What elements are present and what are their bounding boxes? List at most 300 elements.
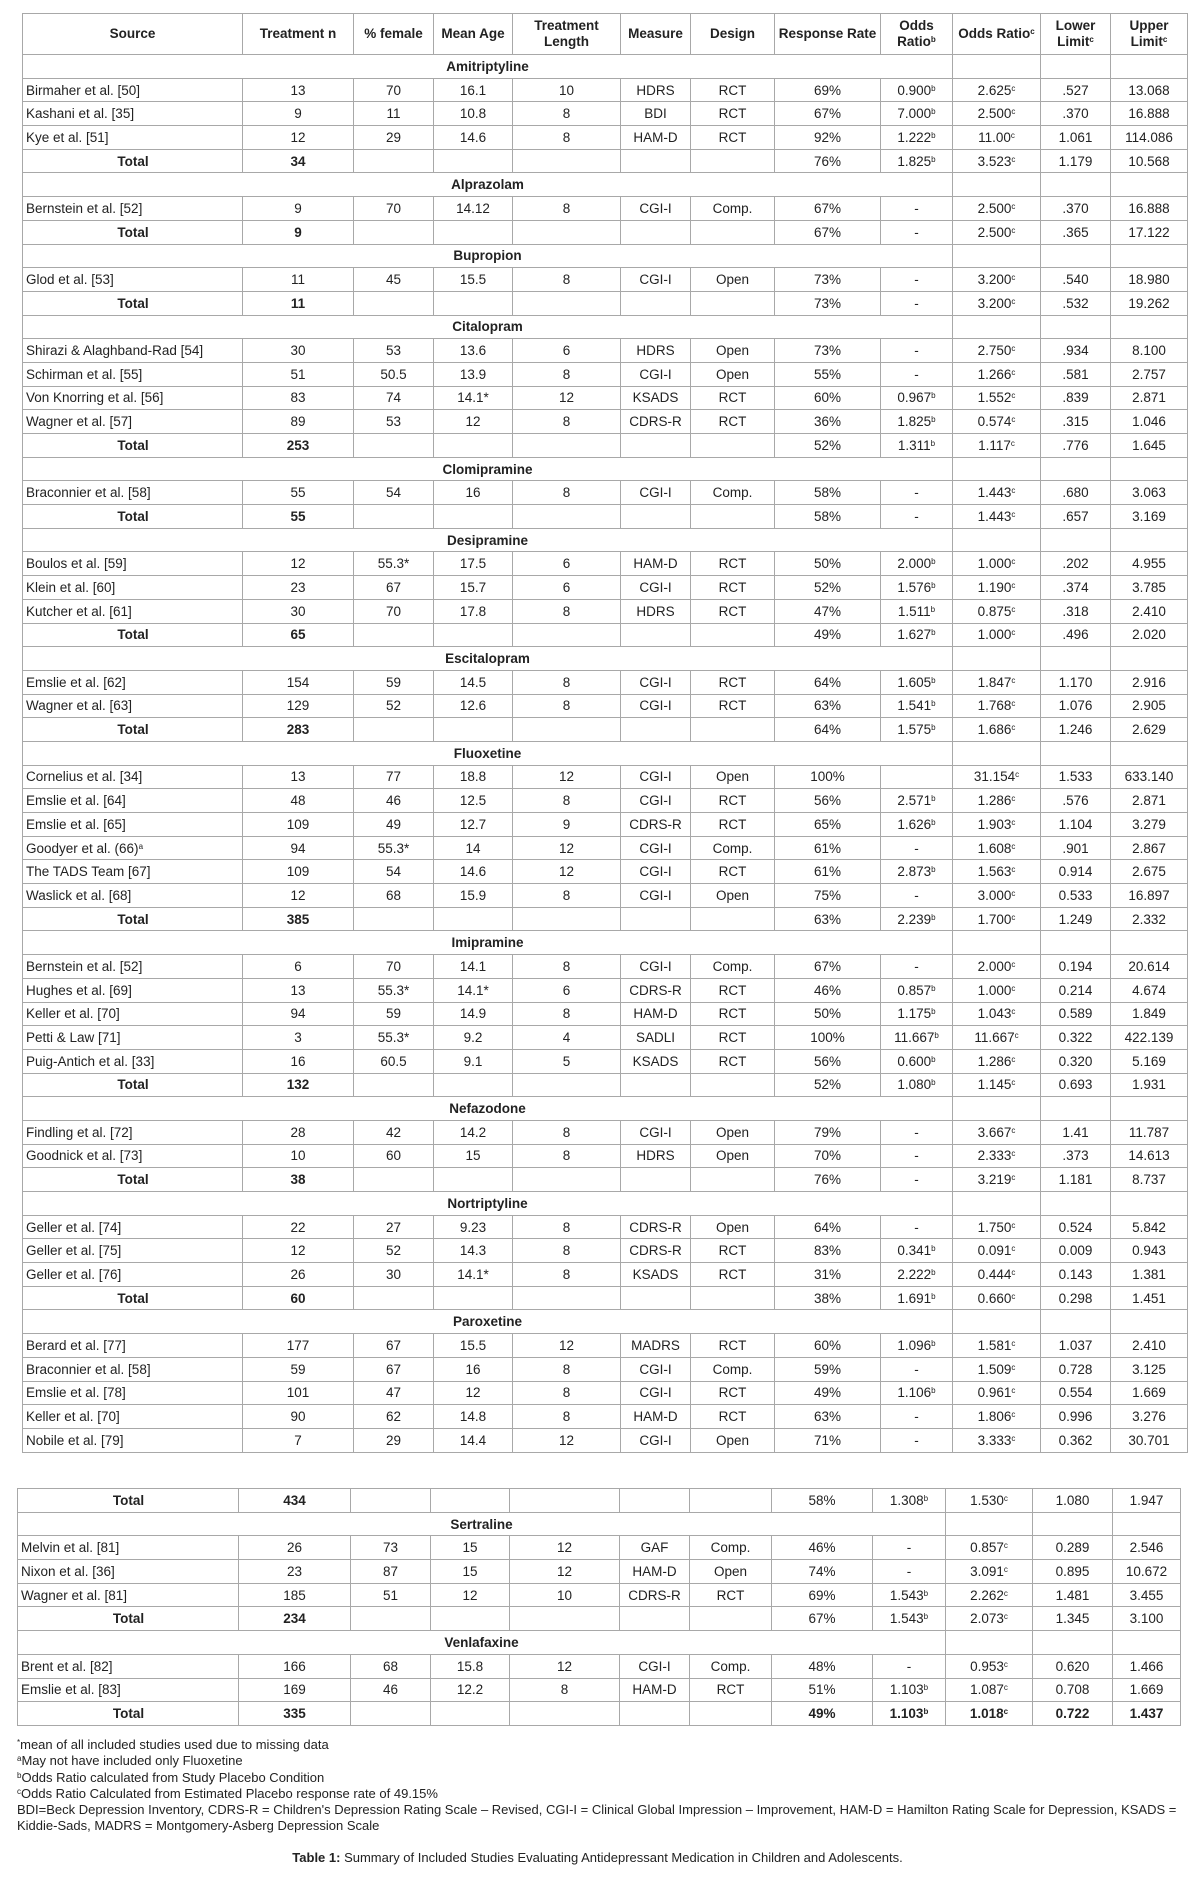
footnote-c-marker: c bbox=[1011, 509, 1016, 519]
cell-value: Nixon et al. [36] bbox=[21, 1563, 115, 1579]
total-row bbox=[23, 149, 1188, 173]
cell-value: 1.000 bbox=[977, 627, 1012, 643]
cell-value: RCT bbox=[716, 1682, 745, 1698]
design-cell bbox=[691, 860, 775, 884]
cell-value: 15 bbox=[465, 1148, 481, 1164]
upper-limit-cell bbox=[1113, 1702, 1181, 1726]
cell-value: CGI-I bbox=[639, 579, 672, 595]
source-cell bbox=[23, 505, 243, 529]
response-rate-cell bbox=[775, 1428, 881, 1452]
response-rate-cell bbox=[775, 362, 881, 386]
measure-cell bbox=[621, 1239, 691, 1263]
cell-value: 0.914 bbox=[1058, 864, 1093, 880]
response-rate-cell bbox=[775, 789, 881, 813]
cell-value: 12 bbox=[558, 390, 575, 406]
percent-female-cell bbox=[354, 1002, 434, 1026]
odds-ratio-b-cell bbox=[881, 362, 953, 386]
odds-ratio-c-cell bbox=[946, 1489, 1033, 1513]
cell-value: 12 bbox=[556, 1540, 573, 1556]
cell-value: 59 bbox=[290, 1361, 306, 1377]
cell-value: 54 bbox=[385, 864, 402, 880]
cell-value: 62 bbox=[385, 1409, 402, 1425]
cell-value: 1.533 bbox=[1058, 769, 1093, 785]
study-row bbox=[23, 978, 1188, 1002]
design-cell bbox=[691, 78, 775, 102]
footnote-b-marker: b bbox=[923, 1588, 929, 1598]
cell-value: - bbox=[914, 1219, 919, 1235]
empty-cell bbox=[1111, 244, 1188, 268]
lower-limit-cell bbox=[1041, 765, 1111, 789]
measure-cell bbox=[621, 1405, 691, 1429]
empty-cell bbox=[1041, 55, 1111, 79]
lower-limit-cell bbox=[1041, 670, 1111, 694]
cell-value: RCT bbox=[718, 674, 747, 690]
cell-value: 15.5 bbox=[459, 272, 487, 288]
cell-value: 185 bbox=[283, 1587, 306, 1603]
cell-value: RCT bbox=[718, 556, 747, 572]
measure-cell bbox=[621, 1120, 691, 1144]
cell-value: 46% bbox=[808, 1540, 836, 1556]
group-name: Fluoxetine bbox=[23, 741, 953, 765]
cell-value: 2.500 bbox=[977, 200, 1012, 216]
group-name: Imipramine bbox=[23, 931, 953, 955]
cell-value: HAM-D bbox=[632, 1682, 677, 1698]
odds-ratio-b-cell bbox=[881, 291, 953, 315]
mean-age-cell bbox=[434, 884, 513, 908]
footnote-c-marker: c bbox=[1011, 841, 1016, 851]
design-cell bbox=[690, 1678, 772, 1702]
cell-value: 55% bbox=[813, 366, 842, 382]
cell-value: 87 bbox=[382, 1563, 399, 1579]
cell-value: 8 bbox=[562, 1361, 571, 1377]
cell-value: 65 bbox=[290, 627, 306, 643]
cell-value: 0.722 bbox=[1055, 1706, 1090, 1722]
cell-value: - bbox=[906, 1658, 912, 1674]
odds-ratio-b-cell bbox=[873, 1560, 946, 1584]
cell-value: 11.667 bbox=[894, 1030, 935, 1046]
cell-value: 52% bbox=[813, 437, 842, 453]
group-name: Escitalopram bbox=[23, 647, 953, 671]
cell-value: Total bbox=[117, 722, 149, 738]
cell-value: 70 bbox=[385, 82, 402, 98]
cell-value: 49% bbox=[808, 1706, 836, 1722]
cell-value: 46 bbox=[382, 1682, 399, 1698]
cell-value: 335 bbox=[283, 1706, 306, 1722]
cell-value: .934 bbox=[1062, 343, 1089, 359]
response-rate-cell bbox=[775, 1334, 881, 1358]
cell-value: 1.806 bbox=[977, 1409, 1012, 1425]
design-cell bbox=[691, 978, 775, 1002]
design-cell bbox=[691, 884, 775, 908]
cell-value: 92% bbox=[813, 129, 842, 145]
cell-value: 15.7 bbox=[459, 579, 487, 595]
cell-value: 1.543 bbox=[889, 1587, 924, 1603]
mean-age-cell bbox=[434, 78, 513, 102]
footnote-c-marker: c bbox=[1011, 391, 1016, 401]
cell-value: 13.068 bbox=[1128, 82, 1170, 98]
cell-value: 0.708 bbox=[1055, 1682, 1090, 1698]
cell-value: 15.8 bbox=[456, 1658, 484, 1674]
percent-female-cell bbox=[354, 1120, 434, 1144]
odds-ratio-c-cell bbox=[953, 1002, 1041, 1026]
source-cell bbox=[23, 860, 243, 884]
percent-female-cell bbox=[354, 1215, 434, 1239]
percent-female-cell bbox=[354, 149, 434, 173]
upper-limit-cell bbox=[1111, 1073, 1188, 1097]
lower-limit-cell bbox=[1033, 1702, 1113, 1726]
footnote-b-marker: b bbox=[931, 723, 936, 733]
treatment-n-cell bbox=[243, 1026, 354, 1050]
mean-age-cell bbox=[431, 1678, 510, 1702]
cell-value: 132 bbox=[286, 1077, 310, 1093]
cell-value: 9 bbox=[294, 200, 302, 216]
design-cell bbox=[691, 481, 775, 505]
cell-value: - bbox=[914, 295, 919, 311]
cell-value: 0.362 bbox=[1058, 1432, 1093, 1448]
cell-value: 14.1* bbox=[457, 390, 489, 406]
cell-value: - bbox=[914, 1124, 919, 1140]
group-row bbox=[23, 1310, 1188, 1334]
treatment-n-cell bbox=[243, 505, 354, 529]
group-name: Desipramine bbox=[23, 528, 953, 552]
source-cell bbox=[23, 102, 243, 126]
cell-value: 20.614 bbox=[1128, 958, 1170, 974]
cell-value: Brent et al. [82] bbox=[21, 1658, 113, 1674]
cell-value: 0.533 bbox=[1058, 887, 1093, 903]
measure-cell bbox=[620, 1607, 690, 1631]
cell-value: 70 bbox=[385, 958, 402, 974]
header-label: Measure bbox=[628, 26, 683, 41]
study-row bbox=[23, 670, 1188, 694]
footnote-b-marker: b bbox=[931, 154, 936, 164]
measure-cell bbox=[621, 576, 691, 600]
cell-value: CDRS-R bbox=[629, 816, 682, 832]
design-cell bbox=[691, 1168, 775, 1192]
cell-value: 0.341 bbox=[897, 1243, 932, 1259]
cell-value: 2.871 bbox=[1132, 390, 1166, 406]
cell-value: 64% bbox=[813, 1219, 842, 1235]
cell-value: 11 bbox=[290, 295, 306, 311]
cell-value: CDRS-R bbox=[629, 414, 682, 430]
mean-age-cell bbox=[434, 1381, 513, 1405]
group-name: Bupropion bbox=[23, 244, 953, 268]
cell-value: 166 bbox=[283, 1658, 306, 1674]
cell-value: 8 bbox=[562, 1266, 571, 1282]
cell-value: 30 bbox=[385, 1266, 402, 1282]
percent-female-cell bbox=[354, 268, 434, 292]
source-cell bbox=[23, 149, 243, 173]
source-cell bbox=[18, 1536, 239, 1560]
cell-value: 1.931 bbox=[1132, 1077, 1166, 1093]
cell-value: 109 bbox=[286, 816, 310, 832]
cell-value: 1.686 bbox=[977, 722, 1012, 738]
cell-value: 65% bbox=[813, 816, 842, 832]
upper-limit-cell bbox=[1111, 1428, 1188, 1452]
upper-limit-cell bbox=[1111, 860, 1188, 884]
cell-value: .532 bbox=[1062, 295, 1089, 311]
cell-value: 70 bbox=[385, 603, 402, 619]
cell-value: 1.061 bbox=[1058, 129, 1093, 145]
response-rate-cell bbox=[775, 102, 881, 126]
cell-value: 8 bbox=[562, 887, 571, 903]
design-cell bbox=[691, 1381, 775, 1405]
measure-cell bbox=[621, 220, 691, 244]
odds-ratio-b-cell bbox=[881, 102, 953, 126]
lower-limit-cell bbox=[1041, 102, 1111, 126]
footnote-c-marker: c bbox=[1011, 628, 1016, 638]
lower-limit-cell bbox=[1041, 268, 1111, 292]
cell-value: 63% bbox=[813, 1409, 842, 1425]
design-cell bbox=[691, 291, 775, 315]
cell-value: 15.5 bbox=[459, 1337, 487, 1353]
cell-value: 2.410 bbox=[1132, 1337, 1166, 1353]
treatment-n-cell bbox=[243, 1334, 354, 1358]
cell-value: RCT bbox=[718, 1030, 747, 1046]
lower-limit-cell bbox=[1041, 813, 1111, 837]
cell-value: 3.125 bbox=[1132, 1361, 1166, 1377]
upper-limit-cell bbox=[1111, 623, 1188, 647]
response-rate-cell bbox=[775, 694, 881, 718]
upper-limit-cell bbox=[1113, 1654, 1181, 1678]
footnote-b-marker: b bbox=[931, 817, 936, 827]
cell-value: 8.100 bbox=[1132, 343, 1166, 359]
percent-female-cell bbox=[354, 1073, 434, 1097]
cell-value: RCT bbox=[718, 698, 747, 714]
odds-ratio-b-cell bbox=[881, 78, 953, 102]
cell-value: 38 bbox=[290, 1172, 306, 1188]
cell-value: 16.888 bbox=[1128, 200, 1170, 216]
mean-age-cell bbox=[434, 268, 513, 292]
cell-value: 12 bbox=[290, 887, 306, 903]
footnote-c-marker: c bbox=[1011, 1362, 1016, 1372]
measure-cell bbox=[620, 1536, 690, 1560]
design-cell bbox=[691, 102, 775, 126]
lower-limit-cell bbox=[1041, 1239, 1111, 1263]
cell-value: 54 bbox=[385, 485, 402, 501]
response-rate-cell bbox=[775, 126, 881, 150]
measure-cell bbox=[621, 813, 691, 837]
cell-value: 0.143 bbox=[1058, 1266, 1093, 1282]
cell-value: 1.179 bbox=[1058, 153, 1093, 169]
cell-value: Glod et al. [53] bbox=[26, 272, 114, 288]
total-row bbox=[23, 1168, 1188, 1192]
cell-value: 1.847 bbox=[977, 674, 1012, 690]
study-row bbox=[23, 386, 1188, 410]
footnote-c-marker: c bbox=[1011, 912, 1016, 922]
footnote-b-marker: b bbox=[931, 699, 936, 709]
percent-female-cell bbox=[354, 1381, 434, 1405]
cell-value: 63% bbox=[813, 698, 842, 714]
empty-cell bbox=[1111, 55, 1188, 79]
upper-limit-cell bbox=[1111, 1049, 1188, 1073]
percent-female-cell bbox=[351, 1678, 431, 1702]
cell-value: 11.667 bbox=[974, 1030, 1015, 1046]
upper-limit-cell bbox=[1113, 1536, 1181, 1560]
cell-value: 48% bbox=[808, 1658, 836, 1674]
cell-value: 129 bbox=[286, 698, 310, 714]
cell-value: - bbox=[914, 1172, 919, 1188]
cell-value: 49 bbox=[385, 816, 402, 832]
percent-female-cell bbox=[354, 599, 434, 623]
percent-female-cell bbox=[351, 1489, 431, 1513]
upper-limit-cell bbox=[1111, 1144, 1188, 1168]
footnote-c-marker: c bbox=[1011, 699, 1016, 709]
cell-value: 3.276 bbox=[1132, 1409, 1166, 1425]
upper-limit-cell bbox=[1111, 1405, 1188, 1429]
cell-value: 4.674 bbox=[1132, 982, 1166, 998]
response-rate-cell bbox=[775, 1120, 881, 1144]
treatment-length-cell bbox=[513, 978, 621, 1002]
header-label: Treatment n bbox=[259, 26, 337, 41]
percent-female-cell bbox=[351, 1607, 431, 1631]
measure-cell bbox=[621, 78, 691, 102]
odds-ratio-c-cell bbox=[953, 670, 1041, 694]
cell-value: Geller et al. [75] bbox=[26, 1243, 122, 1259]
design-cell bbox=[691, 1334, 775, 1358]
cell-value: 26 bbox=[290, 1266, 306, 1282]
odds-ratio-c-cell bbox=[953, 1120, 1041, 1144]
cell-value: 17.8 bbox=[459, 603, 487, 619]
cell-value: .540 bbox=[1062, 272, 1089, 288]
cell-value: RCT bbox=[718, 579, 747, 595]
cell-value: 1.080 bbox=[1055, 1492, 1090, 1508]
group-name: Amitriptyline bbox=[23, 55, 953, 79]
treatment-length-cell bbox=[513, 1428, 621, 1452]
upper-limit-cell bbox=[1111, 907, 1188, 931]
odds-ratio-b-cell bbox=[881, 623, 953, 647]
treatment-n-cell bbox=[243, 78, 354, 102]
group-name: Alprazolam bbox=[23, 173, 953, 197]
mean-age-cell bbox=[434, 1002, 513, 1026]
mean-age-cell bbox=[434, 1263, 513, 1287]
source-cell bbox=[23, 955, 243, 979]
cell-value: 0.589 bbox=[1058, 1006, 1093, 1022]
cell-value: 8.737 bbox=[1132, 1172, 1166, 1188]
cell-value: 3.333 bbox=[977, 1432, 1012, 1448]
cell-value: CGI-I bbox=[639, 272, 672, 288]
cell-value: Hughes et al. [69] bbox=[26, 982, 132, 998]
percent-female-cell bbox=[354, 1405, 434, 1429]
cell-value: Open bbox=[715, 366, 750, 382]
cell-value: 63% bbox=[813, 911, 842, 927]
cell-value: 12 bbox=[462, 1587, 478, 1603]
cell-value: 0.289 bbox=[1055, 1540, 1090, 1556]
empty-cell bbox=[946, 1631, 1033, 1655]
cell-value: Emslie et al. [78] bbox=[26, 1385, 126, 1401]
design-cell bbox=[690, 1536, 772, 1560]
study-row bbox=[23, 884, 1188, 908]
mean-age-cell bbox=[434, 1049, 513, 1073]
measure-cell bbox=[621, 1286, 691, 1310]
measure-cell bbox=[621, 694, 691, 718]
cell-value: 8 bbox=[562, 1124, 571, 1140]
cell-value: 4 bbox=[562, 1030, 571, 1046]
lower-limit-cell bbox=[1041, 1381, 1111, 1405]
cell-value: - bbox=[914, 343, 919, 359]
treatment-n-cell bbox=[243, 434, 354, 458]
odds-ratio-b-cell bbox=[881, 1002, 953, 1026]
odds-ratio-b-cell bbox=[881, 1239, 953, 1263]
odds-ratio-c-cell bbox=[953, 623, 1041, 647]
cell-value: CGI-I bbox=[639, 1361, 672, 1377]
treatment-length-cell bbox=[513, 149, 621, 173]
lower-limit-cell bbox=[1041, 291, 1111, 315]
measure-cell bbox=[621, 978, 691, 1002]
table-header-row bbox=[23, 14, 1188, 55]
cell-value: 154 bbox=[286, 674, 310, 690]
cell-value: 6 bbox=[562, 982, 571, 998]
odds-ratio-b-cell bbox=[881, 1357, 953, 1381]
cell-value: 1.076 bbox=[1058, 698, 1093, 714]
group-row bbox=[23, 647, 1188, 671]
study-row bbox=[23, 197, 1188, 221]
cell-value: 8 bbox=[562, 485, 571, 501]
upper-limit-cell bbox=[1111, 836, 1188, 860]
study-row bbox=[23, 339, 1188, 363]
cell-value: 68 bbox=[382, 1658, 399, 1674]
cell-value: 2.546 bbox=[1129, 1540, 1164, 1556]
cell-value: 0.996 bbox=[1058, 1409, 1093, 1425]
design-cell bbox=[691, 268, 775, 292]
treatment-length-cell bbox=[510, 1536, 620, 1560]
treatment-length-cell bbox=[513, 481, 621, 505]
empty-cell bbox=[1041, 528, 1111, 552]
cell-value: - bbox=[914, 224, 919, 240]
design-cell bbox=[691, 1002, 775, 1026]
odds-ratio-b-cell bbox=[881, 1405, 953, 1429]
response-rate-cell bbox=[775, 907, 881, 931]
cell-value: .776 bbox=[1062, 437, 1089, 453]
empty-cell bbox=[946, 1512, 1033, 1536]
measure-cell bbox=[621, 339, 691, 363]
treatment-length-cell bbox=[513, 884, 621, 908]
upper-limit-cell bbox=[1111, 1357, 1188, 1381]
cell-value: 8 bbox=[562, 414, 571, 430]
cell-value: - bbox=[914, 485, 919, 501]
study-row bbox=[23, 1357, 1188, 1381]
response-rate-cell bbox=[775, 1073, 881, 1097]
study-row bbox=[18, 1536, 1181, 1560]
cell-value: 11.00 bbox=[978, 129, 1011, 145]
lower-limit-cell bbox=[1041, 836, 1111, 860]
design-cell bbox=[691, 907, 775, 931]
cell-value: Braconnier et al. [58] bbox=[26, 485, 151, 501]
cell-value: 34 bbox=[290, 153, 306, 169]
design-cell bbox=[691, 1026, 775, 1050]
cell-value: 2.571 bbox=[897, 793, 932, 809]
mean-age-cell bbox=[434, 813, 513, 837]
cell-value: 14.1 bbox=[459, 958, 487, 974]
odds-ratio-c-cell bbox=[953, 1334, 1041, 1358]
mean-age-cell bbox=[434, 410, 513, 434]
cell-value: 14.1* bbox=[457, 982, 489, 998]
cell-value: 12 bbox=[290, 1243, 306, 1259]
cell-value: .318 bbox=[1062, 603, 1089, 619]
footnote-c-marker: c bbox=[1011, 1291, 1016, 1301]
response-rate-cell bbox=[775, 623, 881, 647]
design-cell bbox=[691, 576, 775, 600]
cell-value: 8 bbox=[562, 1385, 571, 1401]
response-rate-cell bbox=[775, 1405, 881, 1429]
cell-value: 76% bbox=[813, 153, 842, 169]
treatment-n-cell bbox=[243, 102, 354, 126]
cell-value: 49% bbox=[813, 627, 842, 643]
treatment-length-cell bbox=[513, 339, 621, 363]
lower-limit-cell bbox=[1041, 339, 1111, 363]
cell-value: - bbox=[906, 1540, 912, 1556]
footnote-b-marker: b bbox=[923, 1612, 929, 1622]
cell-value: 1.511 bbox=[897, 603, 931, 619]
